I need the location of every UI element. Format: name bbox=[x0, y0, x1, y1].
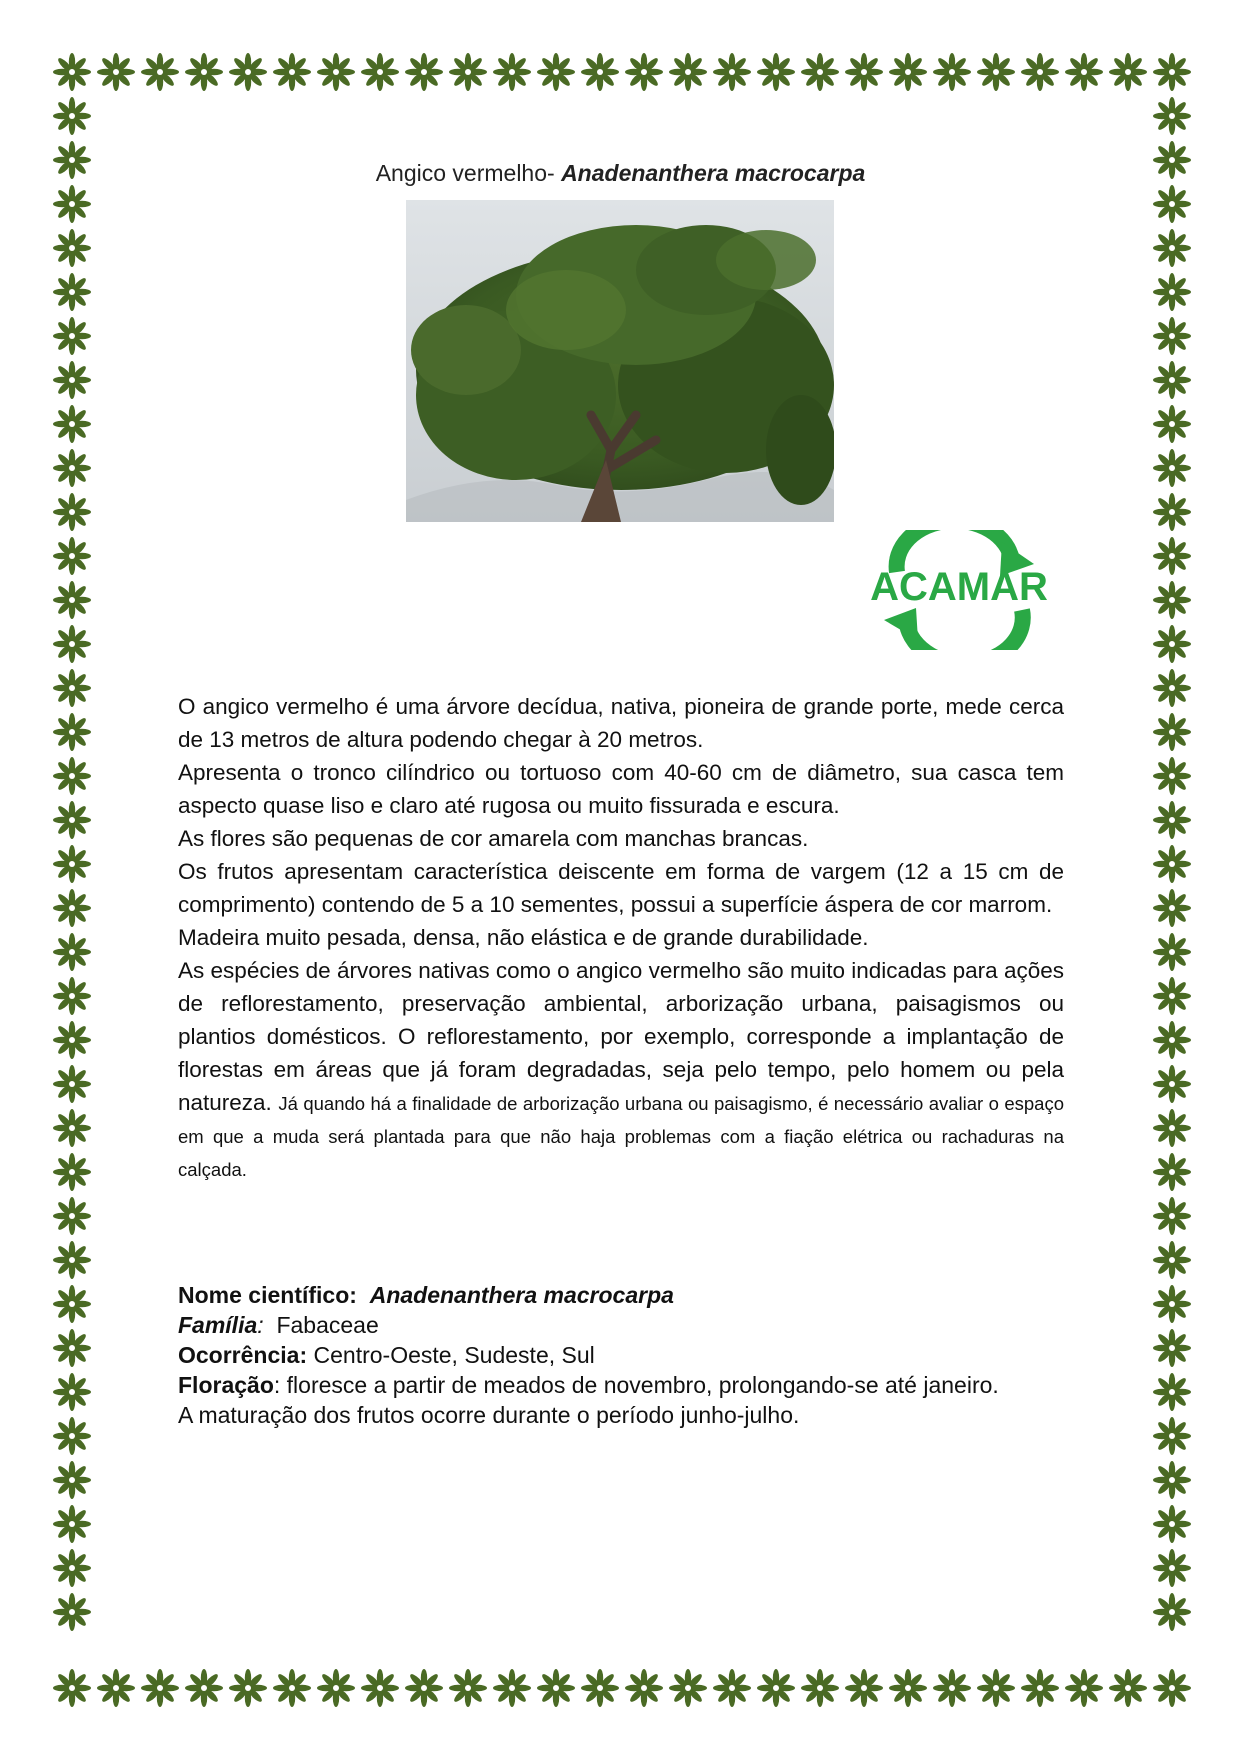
asterisk-flower-icon bbox=[581, 53, 619, 91]
title-scientific-name: Anadenanthera macrocarpa bbox=[561, 160, 866, 186]
asterisk-flower-icon bbox=[493, 53, 531, 91]
asterisk-flower-icon bbox=[1153, 801, 1191, 839]
asterisk-flower-icon bbox=[1153, 537, 1191, 575]
asterisk-flower-icon bbox=[185, 1669, 223, 1707]
asterisk-flower-icon bbox=[141, 53, 179, 91]
fact-flowering bbox=[178, 1370, 1078, 1400]
asterisk-flower-icon bbox=[889, 1669, 927, 1707]
asterisk-flower-icon bbox=[53, 801, 91, 839]
asterisk-flower-icon bbox=[53, 845, 91, 883]
paragraph-small: Já quando há a finalidade de arborização urbana ou paisagismo, é necessário avaliar o espaço em que a muda será plantada para que não haja problemas com a fiação elétrica ou rachaduras na calçada. bbox=[178, 1093, 1064, 1180]
asterisk-flower-icon bbox=[1153, 1197, 1191, 1235]
asterisk-flower-icon bbox=[53, 1197, 91, 1235]
acamar-logo bbox=[852, 530, 1066, 650]
asterisk-flower-icon bbox=[625, 53, 663, 91]
asterisk-flower-icon bbox=[1153, 1593, 1191, 1631]
fact-value: Fabaceae bbox=[276, 1312, 379, 1338]
asterisk-flower-icon bbox=[449, 53, 487, 91]
asterisk-flower-icon bbox=[1153, 1373, 1191, 1411]
asterisk-flower-icon bbox=[1153, 405, 1191, 443]
asterisk-flower-icon bbox=[625, 1669, 663, 1707]
asterisk-flower-icon bbox=[53, 361, 91, 399]
asterisk-flower-icon bbox=[53, 97, 91, 135]
asterisk-flower-icon bbox=[1153, 1241, 1191, 1279]
description bbox=[178, 690, 1064, 1185]
asterisk-flower-icon bbox=[1153, 1461, 1191, 1499]
facts bbox=[178, 1280, 1078, 1430]
asterisk-flower-icon bbox=[53, 1285, 91, 1323]
asterisk-flower-icon bbox=[317, 53, 355, 91]
asterisk-flower-icon bbox=[1153, 317, 1191, 355]
asterisk-flower-icon bbox=[1153, 845, 1191, 883]
fact-occurrence bbox=[178, 1340, 1078, 1370]
asterisk-flower-icon bbox=[1153, 1669, 1191, 1707]
asterisk-flower-icon bbox=[53, 1065, 91, 1103]
asterisk-flower-icon bbox=[1065, 1669, 1103, 1707]
asterisk-flower-icon bbox=[1153, 889, 1191, 927]
asterisk-flower-icon bbox=[537, 1669, 575, 1707]
fact-value: Anadenanthera macrocarpa bbox=[369, 1282, 674, 1308]
recycle-logo-icon bbox=[852, 530, 1066, 650]
asterisk-flower-icon bbox=[1109, 1669, 1147, 1707]
asterisk-flower-icon bbox=[53, 977, 91, 1015]
asterisk-flower-icon bbox=[1109, 53, 1147, 91]
asterisk-flower-icon bbox=[273, 53, 311, 91]
fact-label: Floração bbox=[178, 1372, 274, 1398]
asterisk-flower-icon bbox=[801, 53, 839, 91]
fact-colon: : bbox=[257, 1312, 264, 1338]
asterisk-flower-icon bbox=[53, 713, 91, 751]
asterisk-flower-icon bbox=[53, 1329, 91, 1367]
asterisk-flower-icon bbox=[493, 1669, 531, 1707]
asterisk-flower-icon bbox=[1153, 493, 1191, 531]
asterisk-flower-icon bbox=[53, 1417, 91, 1455]
paragraph: Madeira muito pesada, densa, não elástica e de grande durabilidade. bbox=[178, 925, 869, 950]
fact-value: : floresce a partir de meados de novembro, prolongando-se até janeiro. bbox=[273, 1372, 999, 1398]
asterisk-flower-icon bbox=[1153, 53, 1191, 91]
asterisk-flower-icon bbox=[713, 53, 751, 91]
asterisk-flower-icon bbox=[1153, 1021, 1191, 1059]
border-left bbox=[50, 94, 94, 1666]
asterisk-flower-icon bbox=[53, 669, 91, 707]
asterisk-flower-icon bbox=[53, 273, 91, 311]
asterisk-flower-icon bbox=[1153, 185, 1191, 223]
fact-scientific-name bbox=[178, 1280, 1078, 1310]
asterisk-flower-icon bbox=[53, 405, 91, 443]
page-title bbox=[0, 160, 1241, 187]
paragraph: Os frutos apresentam característica deiscente em forma de vargem (12 a 15 cm de comprimento) contendo de 5 a 10 sementes, possui a superfície áspera de cor marrom. bbox=[178, 859, 1064, 917]
asterisk-flower-icon bbox=[1153, 97, 1191, 135]
asterisk-flower-icon bbox=[53, 1109, 91, 1147]
tree-icon bbox=[406, 200, 834, 522]
asterisk-flower-icon bbox=[53, 1153, 91, 1191]
asterisk-flower-icon bbox=[53, 1669, 91, 1707]
asterisk-flower-icon bbox=[229, 53, 267, 91]
asterisk-flower-icon bbox=[53, 1549, 91, 1587]
asterisk-flower-icon bbox=[1021, 1669, 1059, 1707]
asterisk-flower-icon bbox=[933, 1669, 971, 1707]
asterisk-flower-icon bbox=[53, 889, 91, 927]
asterisk-flower-icon bbox=[141, 1669, 179, 1707]
asterisk-flower-icon bbox=[933, 53, 971, 91]
asterisk-flower-icon bbox=[1153, 713, 1191, 751]
asterisk-flower-icon bbox=[1021, 53, 1059, 91]
asterisk-flower-icon bbox=[1065, 53, 1103, 91]
logo-text: ACAMAR bbox=[870, 565, 1048, 609]
asterisk-flower-icon bbox=[1153, 273, 1191, 311]
asterisk-flower-icon bbox=[405, 53, 443, 91]
border-top bbox=[50, 50, 1194, 94]
asterisk-flower-icon bbox=[53, 1461, 91, 1499]
asterisk-flower-icon bbox=[53, 933, 91, 971]
title-common-name: Angico vermelho- bbox=[375, 160, 562, 186]
asterisk-flower-icon bbox=[1153, 757, 1191, 795]
asterisk-flower-icon bbox=[1153, 361, 1191, 399]
asterisk-flower-icon bbox=[757, 53, 795, 91]
asterisk-flower-icon bbox=[97, 1669, 135, 1707]
asterisk-flower-icon bbox=[845, 1669, 883, 1707]
asterisk-flower-icon bbox=[229, 1669, 267, 1707]
paragraph bbox=[178, 954, 1064, 1185]
asterisk-flower-icon bbox=[581, 1669, 619, 1707]
asterisk-flower-icon bbox=[53, 493, 91, 531]
fact-maturation: A maturação dos frutos ocorre durante o período junho-julho. bbox=[178, 1402, 800, 1428]
asterisk-flower-icon bbox=[977, 1669, 1015, 1707]
asterisk-flower-icon bbox=[669, 53, 707, 91]
asterisk-flower-icon bbox=[273, 1669, 311, 1707]
asterisk-flower-icon bbox=[801, 1669, 839, 1707]
asterisk-flower-icon bbox=[889, 53, 927, 91]
asterisk-flower-icon bbox=[53, 1593, 91, 1631]
asterisk-flower-icon bbox=[53, 1241, 91, 1279]
asterisk-flower-icon bbox=[1153, 1505, 1191, 1543]
asterisk-flower-icon bbox=[1153, 449, 1191, 487]
asterisk-flower-icon bbox=[53, 185, 91, 223]
asterisk-flower-icon bbox=[361, 1669, 399, 1707]
tree-photo bbox=[406, 200, 834, 522]
paragraph: As flores são pequenas de cor amarela com manchas brancas. bbox=[178, 826, 809, 851]
asterisk-flower-icon bbox=[53, 1373, 91, 1411]
asterisk-flower-icon bbox=[977, 53, 1015, 91]
asterisk-flower-icon bbox=[1153, 1549, 1191, 1587]
asterisk-flower-icon bbox=[1153, 581, 1191, 619]
asterisk-flower-icon bbox=[537, 53, 575, 91]
asterisk-flower-icon bbox=[1153, 625, 1191, 663]
asterisk-flower-icon bbox=[185, 53, 223, 91]
asterisk-flower-icon bbox=[1153, 229, 1191, 267]
asterisk-flower-icon bbox=[713, 1669, 751, 1707]
paragraph: O angico vermelho é uma árvore decídua, nativa, pioneira de grande porte, mede cerca de 13 metros de altura podendo chegar à 20 metros. bbox=[178, 694, 1064, 752]
asterisk-flower-icon bbox=[1153, 977, 1191, 1015]
asterisk-flower-icon bbox=[757, 1669, 795, 1707]
asterisk-flower-icon bbox=[1153, 669, 1191, 707]
asterisk-flower-icon bbox=[1153, 1109, 1191, 1147]
asterisk-flower-icon bbox=[53, 757, 91, 795]
asterisk-flower-icon bbox=[317, 1669, 355, 1707]
asterisk-flower-icon bbox=[1153, 1153, 1191, 1191]
asterisk-flower-icon bbox=[53, 537, 91, 575]
asterisk-flower-icon bbox=[449, 1669, 487, 1707]
border-bottom bbox=[50, 1666, 1194, 1710]
fact-label: Nome científico: bbox=[178, 1282, 357, 1308]
asterisk-flower-icon bbox=[1153, 1329, 1191, 1367]
asterisk-flower-icon bbox=[845, 53, 883, 91]
asterisk-flower-icon bbox=[405, 1669, 443, 1707]
asterisk-flower-icon bbox=[361, 53, 399, 91]
asterisk-flower-icon bbox=[53, 53, 91, 91]
asterisk-flower-icon bbox=[53, 317, 91, 355]
asterisk-flower-icon bbox=[53, 581, 91, 619]
asterisk-flower-icon bbox=[53, 229, 91, 267]
asterisk-flower-icon bbox=[97, 53, 135, 91]
asterisk-flower-icon bbox=[53, 1021, 91, 1059]
asterisk-flower-icon bbox=[1153, 933, 1191, 971]
asterisk-flower-icon bbox=[1153, 1285, 1191, 1323]
asterisk-flower-icon bbox=[669, 1669, 707, 1707]
border-right bbox=[1150, 94, 1194, 1666]
paragraph-main: As espécies de árvores nativas como o angico vermelho são muito indicadas para ações de reflorestamento, preservação ambiental, arborização urbana, paisagismos ou plantios domésticos. O reflorestamento, por exemplo, corresponde a implantação de florestas em áreas que já foram degradadas, seja pelo tempo, pelo homem ou pela natureza. bbox=[178, 958, 1064, 1115]
fact-label: Ocorrência: bbox=[178, 1342, 308, 1368]
fact-family bbox=[178, 1310, 1078, 1340]
asterisk-flower-icon bbox=[53, 449, 91, 487]
fact-label: Família bbox=[178, 1312, 258, 1338]
fact-value: Centro-Oeste, Sudeste, Sul bbox=[307, 1342, 595, 1368]
asterisk-flower-icon bbox=[1153, 1065, 1191, 1103]
asterisk-flower-icon bbox=[53, 625, 91, 663]
paragraph: Apresenta o tronco cilíndrico ou tortuoso com 40-60 cm de diâmetro, sua casca tem aspecto quase liso e claro até rugosa ou muito fissurada e escura. bbox=[178, 760, 1064, 818]
asterisk-flower-icon bbox=[53, 1505, 91, 1543]
asterisk-flower-icon bbox=[1153, 1417, 1191, 1455]
